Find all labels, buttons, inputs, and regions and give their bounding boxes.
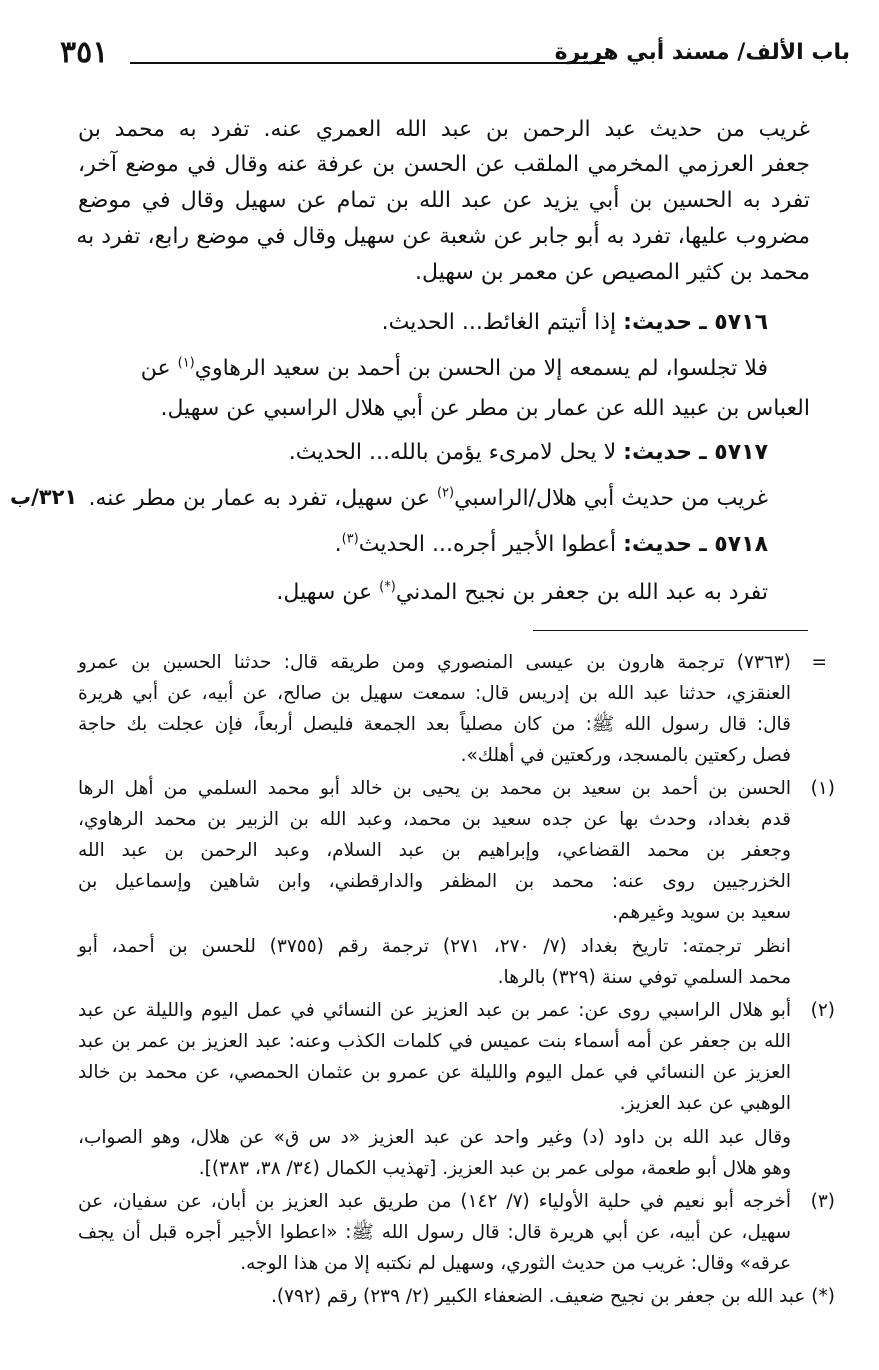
- text-run: تفرد به عبد الله بن جعفر بن نجيح المدني: [395, 580, 768, 605]
- footnote-line: الخزرجيين روى عنه: محمد بن المظفر والدارقطني، وابن شاهين وإسماعيل بن: [78, 871, 791, 892]
- text-run: عن سهيل، تفرد به عمار بن مطر عنه.: [88, 486, 437, 511]
- text-run: غريب من حديث أبي هلال/الراسبي: [454, 486, 768, 511]
- paragraph-line: [78, 352, 768, 386]
- paragraph-line: محمد بن كثير المصيص عن معمر بن سهيل.: [414, 260, 810, 285]
- footnote-line: قدم بغداد، وحدث بها عن جده سعيد بن محمد، وعبد الله بن الزبير بن محمد الرهاوي،: [78, 809, 791, 830]
- footnote-line: فصل ركعتين بالمسجد، وركعتين في أهلك».: [460, 745, 791, 766]
- footnote-line: أخرجه أبو نعيم في حلية الأولياء (٧/ ١٤٢) من طريق عبد العزيز بن أبان، عن سفيان، عن: [78, 1191, 791, 1212]
- page-number: ٣٥١: [60, 35, 109, 70]
- footnote-ref-2: (٢): [436, 485, 455, 501]
- running-title: باب الألف/ مسند أبي هريرة: [554, 40, 850, 65]
- footnote-3-marker: (٣): [810, 1191, 835, 1212]
- footnote-star: (*) عبد الله بن جعفر بن نجيح ضعيف. الضعفاء الكبير (٢/ ٢٣٩) رقم (٧٩٢).: [270, 1286, 835, 1307]
- page-header: [60, 32, 850, 78]
- paragraph-line: غريب من حديث عبد الرحمن بن عبد الله العمري عنه. تفرد به محمد بن: [78, 117, 810, 142]
- footnote-line: العزيز عن النسائي في عمل اليوم والليلة عن عمرو بن عثمان الحمصي، عن محمد بن خالد: [78, 1062, 791, 1083]
- footnote-line: الله بن جعفر عن أمه أسماء بنت عميس في كلمات الكذب وعنه: عبد العزيز بن عمر بن عبد: [78, 1031, 791, 1052]
- footnote-line: وهو هلال أبو طعمة، مولى عمر بن عبد العزيز. [تهذيب الكمال (٣٤/ ٣٨، ٣٨٣)].: [198, 1158, 791, 1179]
- text-run: عن: [140, 356, 178, 381]
- footnote-ref-3: (٣): [341, 531, 359, 547]
- hadith-text: لا يحل لامرىء يؤمن بالله... الحديث.: [288, 440, 617, 465]
- footnote-line: (٧٣٦٣) ترجمة هارون بن عيسى المنصوري ومن طريقه قال: حدثنا الحسين بن عمرو: [78, 652, 791, 673]
- paragraph-line: تفرد به الحسين بن أبي يزيد عن عبد الله بن تمام عن سهيل وقال في موضع: [78, 188, 810, 213]
- hadith-label: حديث:: [623, 440, 693, 465]
- paragraph-line: [78, 482, 768, 516]
- paragraph-line: [78, 576, 768, 610]
- paragraph-line: جعفر العرزمي المخرمي الملقب عن الحسن بن عرفة عنه وقال في موضع آخر،: [78, 152, 810, 177]
- footnote-divider: [533, 630, 808, 631]
- footnote-line: وجعفر بن محمد القضاعي، وإبراهيم بن عبد السلام، وعبد الرحمن بن عبد الله: [78, 840, 791, 861]
- footnote-line: انظر ترجمته: تاريخ بغداد (٧/ ٢٧٠، ٢٧١) ترجمة رقم (٣٧٥٥) للحسن بن أحمد، أبو: [78, 936, 792, 957]
- footnote-line: الحسن بن أحمد بن سعيد بن محمد بن يحيى بن خالد أبو محمد السلمي من أهل الرها: [78, 778, 791, 799]
- footnote-line: محمد السلمي توفي سنة (٣٢٩) بالرها.: [497, 967, 791, 988]
- hadith-5716: [78, 306, 768, 340]
- footnote-ref-1: (١): [177, 355, 195, 371]
- footnote-line: الوهبي عن عبد العزيز.: [619, 1093, 791, 1114]
- text-run: عن سهيل.: [276, 580, 380, 605]
- header-rule: [130, 62, 605, 64]
- manuscript-folio-ref: ٣٢١/ب: [10, 485, 78, 509]
- paragraph-line: مضروب عليها، تفرد به أبو جابر عن شعبة عن سهيل وقال في موضع رابع، تفرد به: [76, 224, 810, 249]
- hadith-5718: [78, 528, 768, 562]
- hadith-label: حديث:: [623, 310, 693, 335]
- footnote-continuation-marker: =: [811, 652, 827, 673]
- footnote-line: وقال عبد الله بن داود (د) وغير واحد عن عبد العزيز «د س ق» عن هلال، وهو الصواب،: [78, 1127, 791, 1148]
- hadith-number: ٥٧١٨ ـ: [699, 532, 768, 557]
- footnote-line: عرقه» وقال: غريب من حديث الثوري، وسهيل لم نكتبه إلا من هذا الوجه.: [240, 1253, 791, 1274]
- footnote-line: العنقزي، حدثنا عبد الله بن إدريس قال: سمعت سهيل بن صالح، عن أبيه، عن أبي هريرة: [78, 683, 791, 704]
- hadith-5717: [78, 436, 768, 470]
- footnote-ref-star: (*): [379, 579, 396, 595]
- footnote-line: قال: قال رسول الله ﷺ: من كان مصلياً بعد الجمعة فليصل أربعاً، فإن عجلت بك حاجة: [78, 714, 791, 735]
- paragraph-line: العباس بن عبيد الله عن عمار بن مطر عن أبي هلال الراسبي عن سهيل.: [160, 396, 810, 421]
- text-run: فلا تجلسوا، لم يسمعه إلا من الحسن بن أحمد بن سعيد الرهاوي: [194, 356, 768, 381]
- hadith-number: ٥٧١٦ ـ: [699, 310, 768, 335]
- footnote-line: سهيل، عن أبيه، عن أبي هريرة قال: قال رسول الله ﷺ: «اعطوا الأجير أجره قبل أن يجف: [78, 1222, 791, 1243]
- footnote-2-marker: (٢): [810, 1000, 835, 1021]
- hadith-number: ٥٧١٧ ـ: [699, 440, 768, 465]
- text-run: .: [334, 532, 342, 557]
- hadith-text: إذا أتيتم الغائط... الحديث.: [381, 310, 617, 335]
- hadith-text: أعطوا الأجير أجره... الحديث: [358, 532, 617, 557]
- footnote-line: أبو هلال الراسبي روى عن: عمر بن عبد العزيز عن النسائي في عمل اليوم والليلة عن عبد: [78, 1000, 791, 1021]
- footnote-1-marker: (١): [810, 778, 835, 799]
- hadith-label: حديث:: [623, 532, 693, 557]
- footnote-line: سعيد بن سويد وغيرهم.: [612, 902, 791, 923]
